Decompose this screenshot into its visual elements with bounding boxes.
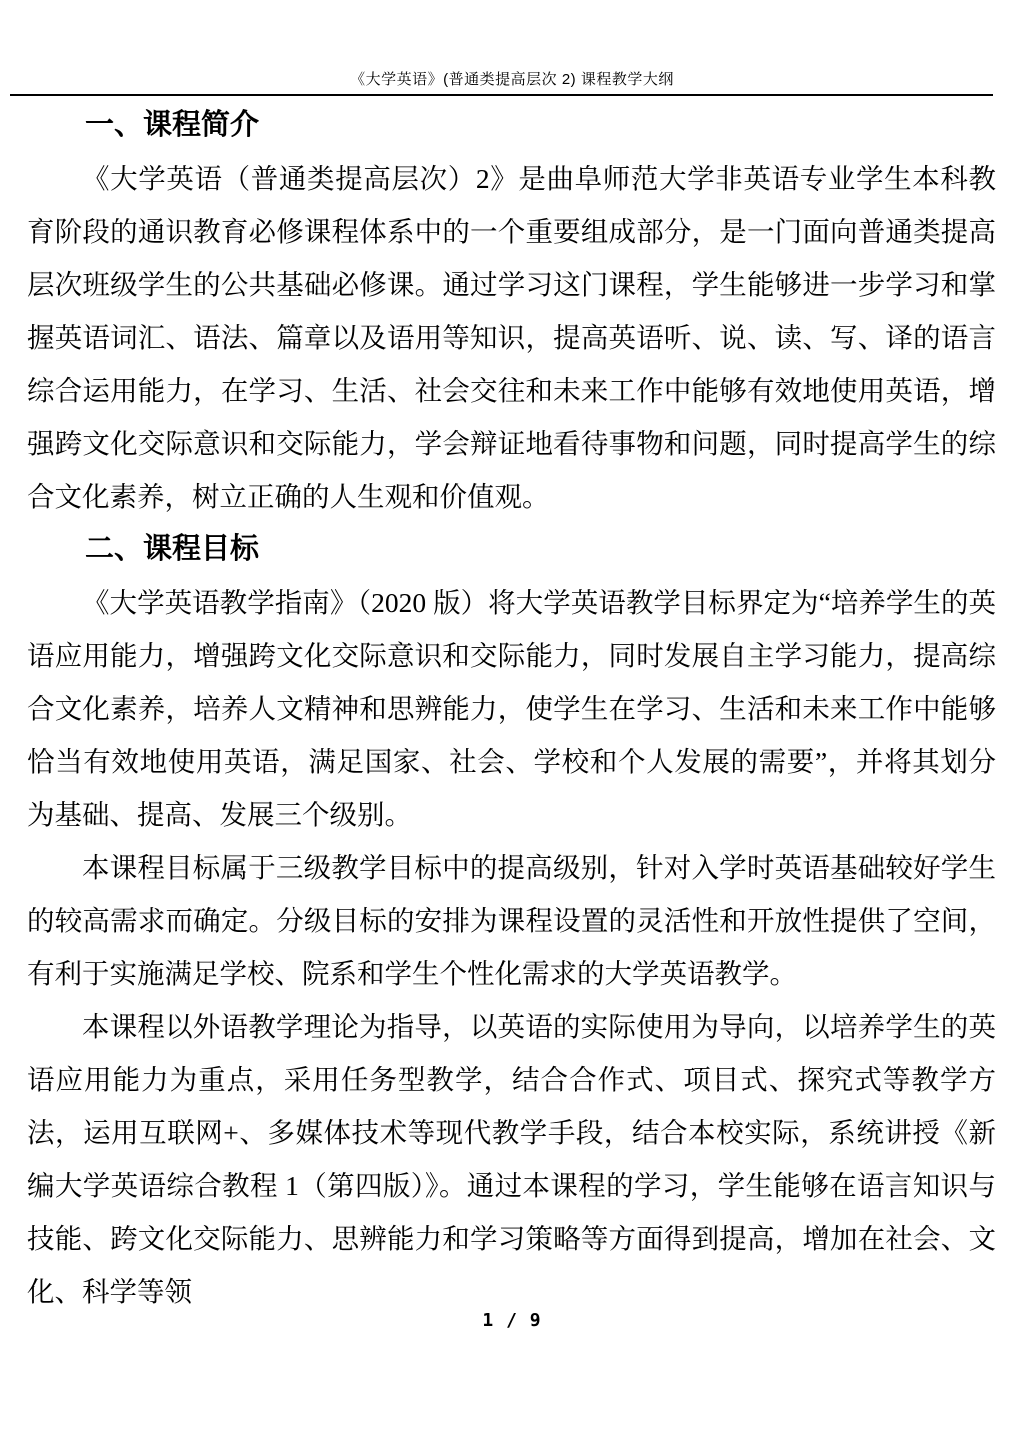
section-heading-course-intro: 一、课程简介 <box>85 109 260 141</box>
paragraph-objectives-1: 《大学英语教学指南》（2020 版）将大学英语教学目标界定为“培养学生的英语应用能力，增强跨文化交际意识和交际能力，同时发展自主学习能力，提高综合文化素养，培养人文精神和思辨能力，使学生在学习、生活和未来工作中能够恰当有效地使用英语，满足国家、社会、学校和个人发展的需要”，并将其划分为基础、提高、发展三个级别。 <box>27 587 996 830</box>
page-number: 1 / 9 <box>482 1310 542 1331</box>
paragraph-objectives-2: 本课程目标属于三级教学目标中的提高级别，针对入学时英语基础较好学生的较高需求而确定。分级目标的安排为课程设置的灵活性和开放性提供了空间，有利于实施满足学校、院系和学生个性化需求的大学英语教学。 <box>27 852 996 989</box>
header-divider <box>10 94 993 96</box>
page-footer <box>0 1310 1024 1331</box>
document-body <box>27 99 996 1318</box>
header-title: 《大学英语》(普通类提高层次 2) 课程教学大纲 <box>350 71 674 88</box>
paragraph-course-intro: 《大学英语（普通类提高层次）2》是曲阜师范大学非英语专业学生本科教育阶段的通识教育必修课程体系中的一个重要组成部分，是一门面向普通类提高层次班级学生的公共基础必修课。通过学习这门课程，学生能够进一步学习和掌握英语词汇、语法、篇章以及语用等知识，提高英语听、说、读、写、译的语言综合运用能力，在学习、生活、社会交往和未来工作中能够有效地使用英语，增强跨文化交际意识和交际能力，学会辩证地看待事物和问题，同时提高学生的综合文化素养，树立正确的人生观和价值观。 <box>27 163 996 512</box>
section-heading-course-objectives: 二、课程目标 <box>85 533 260 565</box>
paragraph-objectives-3: 本课程以外语教学理论为指导，以英语的实际使用为导向，以培养学生的英语应用能力为重点，采用任务型教学，结合合作式、项目式、探究式等教学方法，运用互联网+、多媒体技术等现代教学手段，结合本校实际，系统讲授《新编大学英语综合教程 1（第四版）》。通过本课程的学习，学生能够在语言知识与技能、跨文化交际能力、思辨能力和学习策略等方面得到提高，增加在社会、文化、科学等领 <box>27 1011 996 1307</box>
